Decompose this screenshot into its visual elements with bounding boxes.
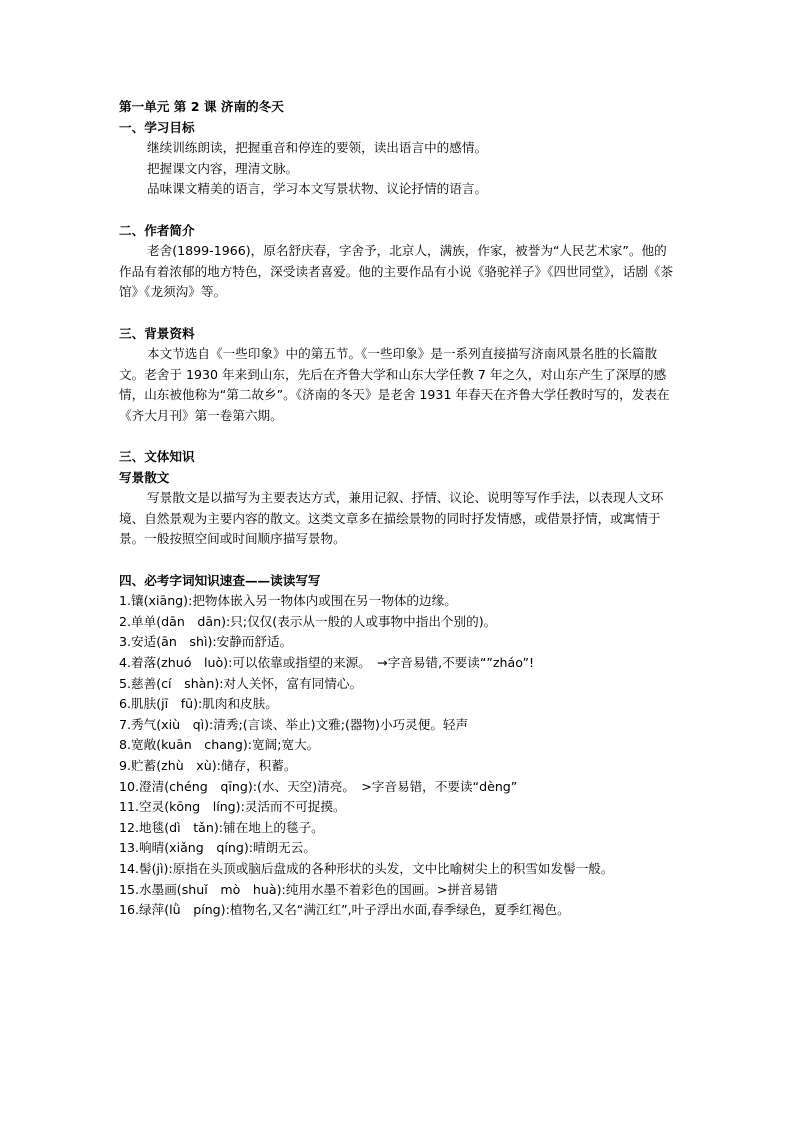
background-text: 本文节选自《一些印象》中的第五节。《一些印象》是一系列直接描写济南风景名胜的长篇散文。老舍于 1930 年来到山东，先后在齐鲁大学和山东大学任教 7 年之久，对山东产生了深厚的感情，山东被他称为“第二故乡”。《济南的冬天》是老舍 1931 年春天在齐鲁大学任教时写的，发表在《齐大月刊》第一卷第六期。 [119, 346, 670, 423]
background-heading: 三、背景资料 [119, 325, 195, 341]
vocab-item: 1.镶(xiāng):把物体嵌入另一物体内或围在另一物体的边缘。 [119, 593, 457, 609]
vocab-item: 2.单单(dān dān):只;仅仅(表示从一般的人或事物中指出个别的)。 [119, 613, 497, 629]
vocab-item: 3.安适(ān shì):安静而舒适。 [119, 634, 293, 650]
author-heading: 二、作者简介 [119, 222, 195, 238]
genre-heading: 三、文体知识 [119, 449, 195, 465]
vocab-item: 6.肌肤(jī fū):肌肉和皮肤。 [119, 696, 278, 712]
vocab-item: 15.水墨画(shuǐ mò huà):纯用水墨不着彩色的国画。>拼音易错 [119, 881, 498, 897]
vocab-heading: 四、必考字词知识速查——读读写写 [119, 572, 321, 588]
goal-item: 把握课文内容，理清文脉。 [147, 160, 299, 176]
vocab-item: 12.地毯(dì tǎn):铺在地上的毯子。 [119, 819, 324, 835]
vocab-item: 16.绿萍(lǜ píng):植物名,又名“满江红”,叶子浮出水面,春季绿色，夏季红褐色。 [119, 902, 570, 918]
spacer [119, 427, 679, 448]
goal-item: 品味课文精美的语言，学习本文写景状物、议论抒情的语言。 [147, 181, 488, 197]
genre-text: 写景散文是以描写为主要表达方式，兼用记叙、抒情、议论、说明等写作手法，以表现人文环境、自然景观为主要内容的散文。这类文章多在描绘景物的同时抒发情感，或借景抒情，或寓情于景。一般按照空间或时间顺序描写景物。 [119, 490, 664, 547]
spacer [119, 550, 679, 571]
vocab-item: 8.宽敞(kuān chang):宽阔;宽大。 [119, 737, 320, 753]
vocab-item: 13.响晴(xiǎng qíng):晴朗无云。 [119, 840, 316, 856]
vocab-item: 7.秀气(xiù qì):清秀;(言谈、举止)文雅;(器物)小巧灵便。轻声 [119, 716, 469, 732]
vocab-item: 10.澄清(chéng qīng):(水、天空)清亮。 >字音易错，不要读“dèng” [119, 778, 518, 794]
lesson-title: 第一单元 第 2 课 济南的冬天 [119, 99, 284, 114]
vocab-item: 11.空灵(kōng líng):灵活而不可捉摸。 [119, 799, 346, 815]
vocab-item: 9.贮蓄(zhù xù):储存，积蓄。 [119, 758, 297, 773]
genre-subheading: 写景散文 [119, 469, 170, 485]
document-page [119, 97, 679, 921]
goal-item: 继续训练朗读，把握重音和停连的要领，读出语言中的感情。 [147, 140, 488, 156]
goals-heading: 一、学习目标 [119, 119, 195, 135]
vocab-item: 14.髻(jì):原指在头顶或脑后盘成的各种形状的头发，文中比喻树尖上的积雪如发髻一般。 [119, 860, 614, 876]
spacer [119, 303, 679, 324]
vocab-item: 4.着落(zhuó luò):可以依靠或指望的来源。 →字音易错,不要读“”zháo”! [119, 655, 535, 671]
spacer [119, 200, 679, 221]
vocab-item: 5.慈善(cí shàn):对人关怀，富有同情心。 [119, 675, 363, 691]
author-text: 老舍(1899-1966)，原名舒庆春，字舍予，北京人，满族，作家，被誉为“人民艺术家”。他的作品有着浓郁的地方特色，深受读者喜爱。他的主要作品有小说《骆驼祥子》《四世同堂》，话剧《茶馆》《龙须沟》等。 [119, 243, 674, 300]
